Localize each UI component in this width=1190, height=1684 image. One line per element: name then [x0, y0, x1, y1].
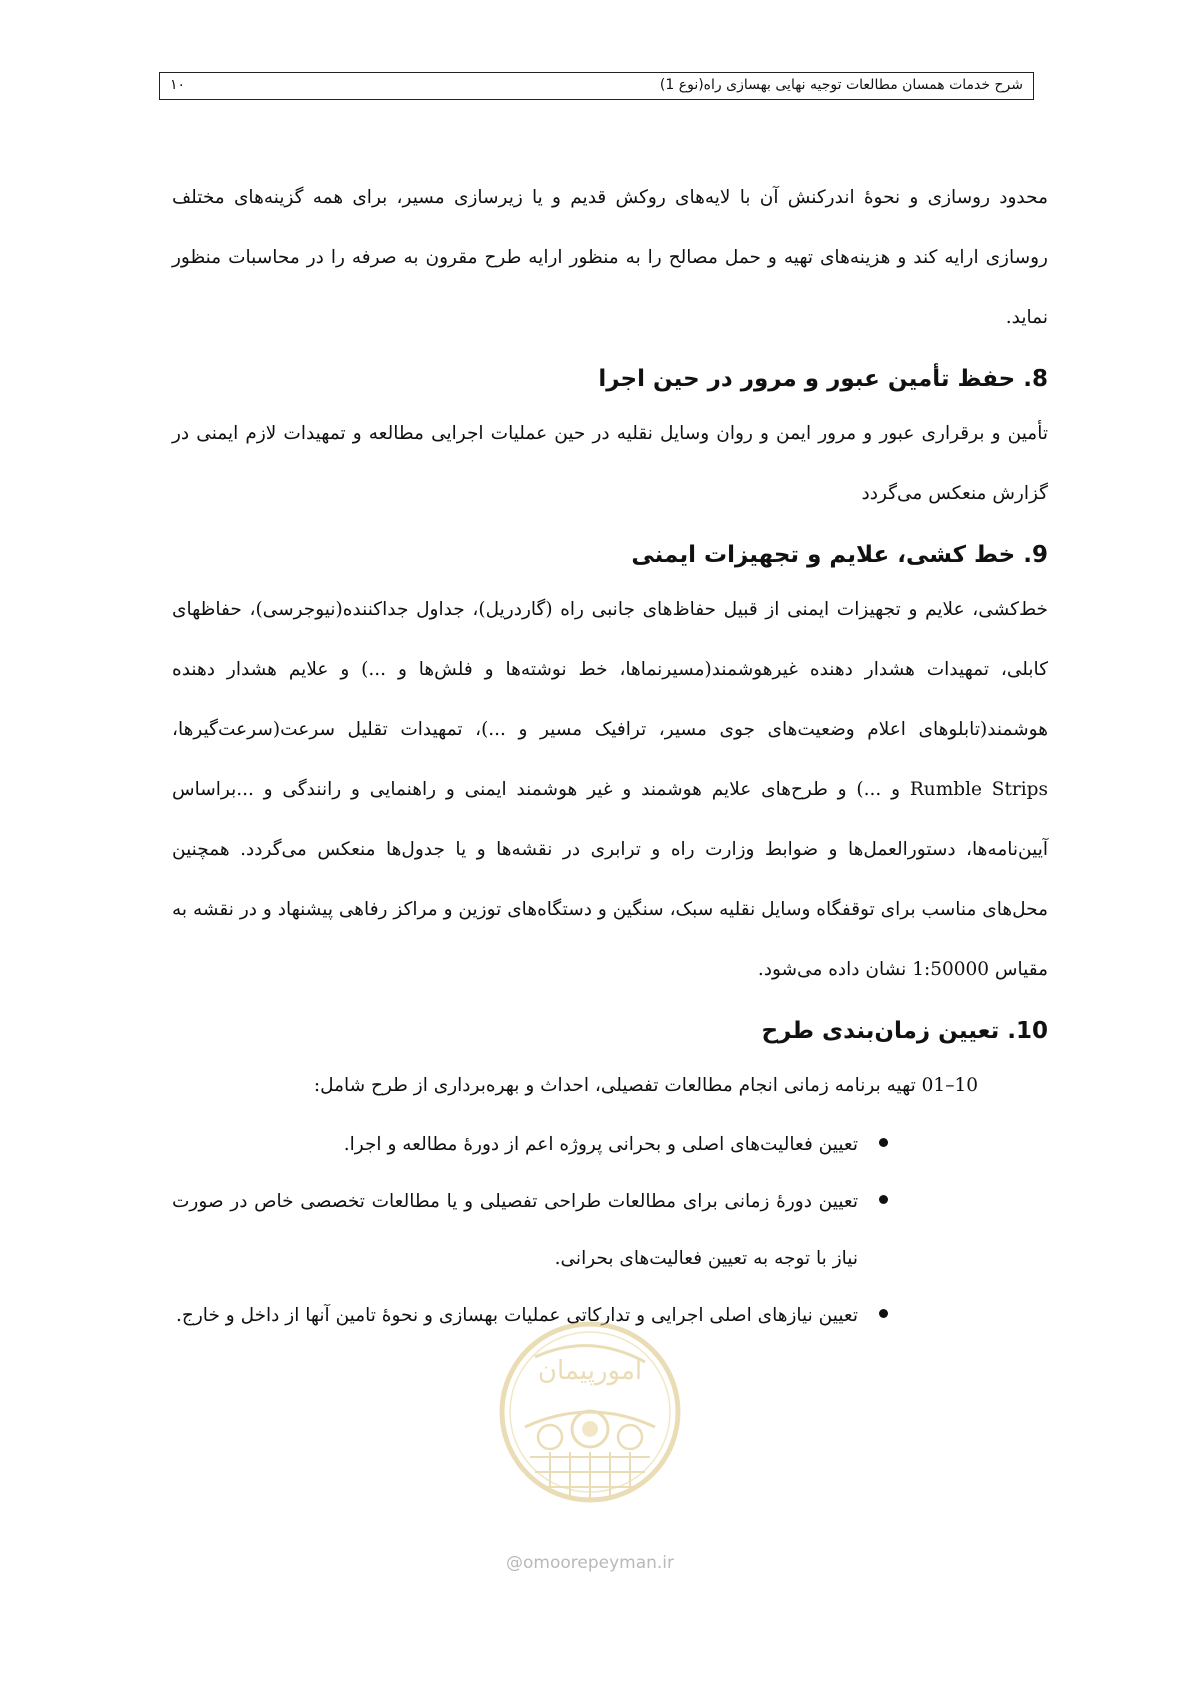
- watermark-site: @omoorepeyman.ir: [505, 1553, 675, 1573]
- bullet-icon: [879, 1309, 888, 1318]
- watermark-logo-text: امورپیمان: [537, 1356, 643, 1386]
- bullet-icon: [879, 1138, 888, 1147]
- list-item-text: تعیین دورۀ زمانی برای مطالعات طراحی تفصیلی و یا مطالعات تخصصی خاص در صورت نیاز با توجه به تعیین فعالیت‌های بحرانی.: [172, 1191, 858, 1269]
- page-header: [159, 72, 1034, 100]
- section-8-body: تأمین و برقراری عبور و مرور ایمن و روان وسایل نقلیه در حین عملیات اجرایی مطالعه و تمهیدات لازم ایمنی در گزارش منعکس می‌گردد: [172, 423, 1048, 504]
- section-9-heading: 9. خط کشی، علایم و تجهیزات ایمنی: [631, 542, 1048, 568]
- list-item: [172, 1173, 1048, 1287]
- section-8-heading: 8. حفظ تأمین عبور و مرور در حین اجرا: [598, 366, 1048, 392]
- section-10-intro: 10–01 تهیه برنامه زمانی انجام مطالعات تفصیلی، احداث و بهره‌برداری از طرح شامل:: [313, 1075, 978, 1096]
- intro-paragraph: محدود روسازی و نحوۀ اندرکنش آن با لایه‌های روکش قدیم و یا زیرسازی مسیر، برای همه گزینه‌های مختلف روسازی ارایه کند و هزینه‌های تهیه و حمل مصالح را به منظور ارایه طرح مقرون به صرفه را در محاسبات منظور نماید.: [172, 187, 1048, 328]
- list-item: [172, 1116, 1048, 1173]
- bullet-icon: [879, 1195, 888, 1204]
- document-body: [172, 168, 1048, 1344]
- header-title: شرح خدمات همسان مطالعات توجیه نهایی بهسازی راه(نوع 1): [659, 77, 1023, 93]
- section-9-body: خط‌کشی، علایم و تجهیزات ایمنی از قبیل حفاظ‌های جانبی راه (گاردریل)، جداول جداکننده(نیوجرسی)، حفاظهای کابلی، تمهیدات هشدار دهنده غیرهوشمند(مسیرنماها، خط نوشته‌ها و فلش‌ها و ...) و علایم هشدار دهنده هوشمند(تابلوهای اعلام وضعیت‌های جوی مسیر، ترافیک مسیر و ...)، تمهیدات تقلیل سرعت(سرعت‌گیرها، Rumble Strips و ...) و طرح‌های علایم هوشمند و غیر هوشمند ایمنی و راهنمایی و رانندگی و ...براساس آیین‌نامه‌ها، دستورالعمل‌ها و ضوابط وزارت راه و ترابری در نقشه‌ها و یا جدول‌ها منعکس می‌گردد. همچنین محل‌های مناسب برای توقفگاه وسایل نقلیه سبک، سنگین و دستگاه‌های توزین و مراکز رفاهی پیشنهاد و در نقشه به مقیاس 1:50000 نشان داده می‌شود.: [172, 599, 1048, 980]
- page-number: ۱۰: [170, 77, 186, 93]
- watermark-logo: [495, 1317, 685, 1507]
- section-10-heading: 10. تعیین زمان‌بندی طرح: [761, 1018, 1048, 1044]
- section-10-bullet-list: [172, 1116, 1048, 1344]
- list-item-text: تعیین نیازهای اصلی اجرایی و تدارکاتی عملیات بهسازی و نحوۀ تامین آنها از داخل و خارج.: [176, 1305, 858, 1326]
- list-item-text: تعیین فعالیت‌های اصلی و بحرانی پروژه اعم از دورۀ مطالعه و اجرا.: [343, 1134, 858, 1155]
